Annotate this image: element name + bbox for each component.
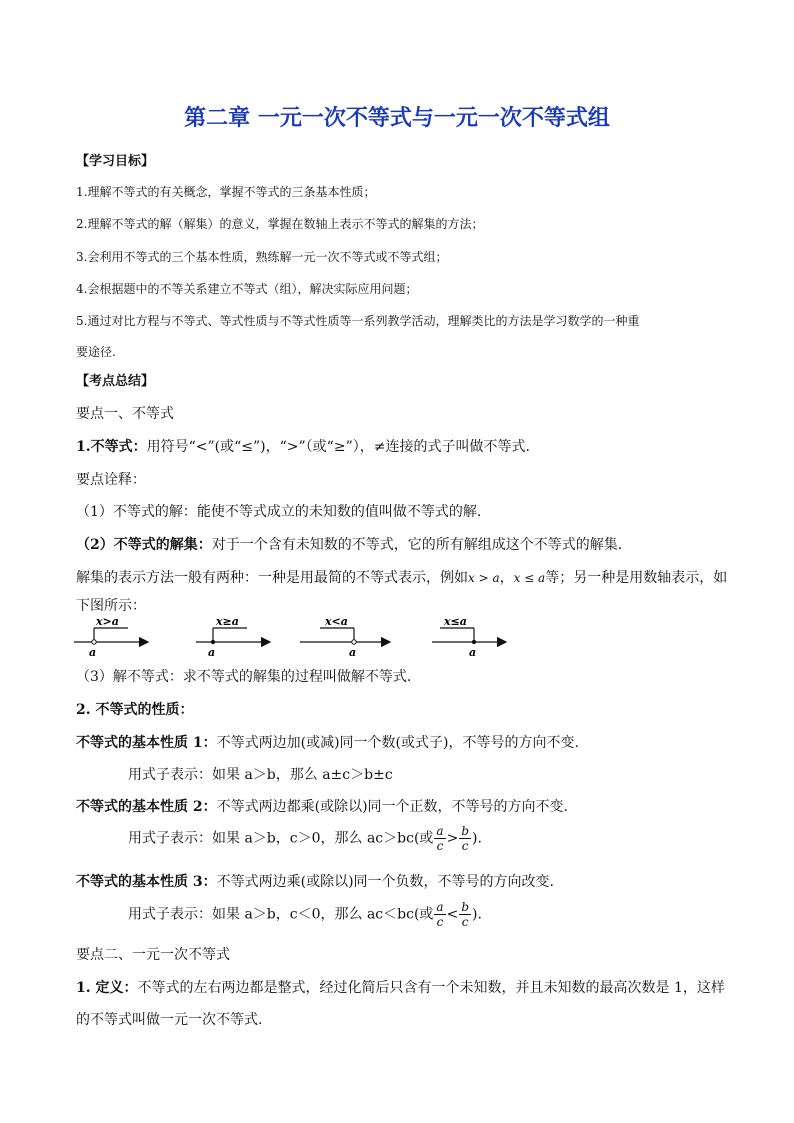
solution-text: 能使不等式成立的未知数的值叫做不等式的解. [196, 504, 482, 520]
fraction-a-over-c: $\frac{a}{c}$ [436, 824, 444, 853]
number-line-3-label: x<a [325, 615, 348, 628]
objective-item-2: 2.理解不等式的解（解集）的意义，掌握在数轴上表示不等式的解集的方法； [76, 217, 484, 231]
number-line-2-point-label: a [208, 646, 216, 659]
page-title: 第二章 一元一次不等式与一元一次不等式组 [184, 106, 610, 131]
property-3-formula [128, 900, 482, 929]
property-2-text: 不等式两边都乘(或除以)同一个正数，不等号的方向不变. [216, 799, 568, 815]
number-line-3 [300, 615, 390, 659]
objective-item-3: 3.会利用不等式的三个基本性质，熟练解一元一次不等式或不等式组； [76, 250, 448, 264]
fraction-b-over-c: $\frac{b}{c}$ [461, 900, 469, 929]
property-3-formula-end: ). [472, 906, 482, 923]
property-2-formula-text: 用式子表示：如果 a＞b，c＞0，那么 ac＞bc(或 [128, 830, 434, 847]
definition-label: 1.不等式： [76, 439, 147, 455]
number-line-2 [196, 615, 270, 659]
solve-inequality-label: （3）解不等式： [76, 669, 183, 685]
number-line-4 [432, 615, 506, 659]
property-2-formula-end: ). [472, 830, 482, 847]
property-1-text: 不等式两边加(或减)同一个数(或式子)，不等号的方向不变. [216, 735, 579, 751]
solution-set-definition [76, 534, 622, 554]
property-1-label: 不等式的基本性质 1： [76, 735, 217, 751]
number-line-1-label: x>a [96, 615, 119, 628]
objective-item-4: 4.会根据题中的不等关系建立不等式（组），解决实际应用问题； [76, 282, 418, 296]
greater-than-sign: > [446, 830, 459, 847]
number-line-4-point-label: a [469, 646, 477, 659]
number-line-1 [74, 615, 148, 659]
number-line-2-label: x≥a [216, 615, 239, 628]
linear-definition-text: 不等式的左右两边都是整式，经过化简后只含有一个未知数，并且未知数的最高次数是 1，这样 [137, 980, 725, 996]
property-1-formula: 用式子表示：如果 a＞b，那么 a±c＞b±c [128, 767, 393, 783]
representation-text-a: 解集的表示方法一般有两种：一种是用最简的不等式表示，例如 [76, 570, 468, 586]
number-line-figures [70, 610, 520, 662]
property-2-formula [128, 824, 482, 853]
representation-example-2: x ≤ a [513, 571, 546, 585]
summary-heading: 【考点总结】 [76, 374, 155, 389]
solution-label: （1）不等式的解： [76, 504, 197, 520]
objective-item-5: 5.通过对比方程与不等式、等式性质与不等式性质等一系列教学活动，理解类比的方法是学习数学的一种重 [76, 314, 640, 328]
number-line-3-point-label: a [349, 646, 357, 659]
property-3-formula-text: 用式子表示：如果 a＞b，c＜0，那么 ac＜bc(或 [128, 906, 434, 923]
property-3 [76, 871, 554, 891]
point1-heading: 要点一、不等式 [76, 406, 174, 422]
objectives-heading: 【学习目标】 [76, 154, 155, 169]
representation-separator: ， [499, 570, 514, 586]
definition-text: 用符号“<”(或“≤”)，“>”（或“≥”），≠连接的式子叫做不等式. [146, 439, 530, 455]
representation-example-1: x > a [468, 571, 500, 585]
point3-heading: 要点二、一元一次不等式 [76, 947, 230, 963]
fraction-a-over-c: $\frac{a}{c}$ [436, 900, 444, 929]
fraction-b-over-c: $\frac{b}{c}$ [461, 824, 469, 853]
solution-set-text: 对于一个含有未知数的不等式，它的所有解组成这个不等式的解集. [211, 537, 623, 553]
solve-inequality-text: 求不等式的解集的过程叫做解不等式. [182, 669, 412, 685]
number-line-1-point-label: a [89, 646, 97, 659]
solve-inequality-definition [76, 666, 411, 686]
linear-definition-label: 1. 定义： [76, 980, 138, 996]
property-1 [76, 732, 579, 752]
representation-text-b: 等；另一种是用数轴表示，如 [545, 570, 728, 586]
representation-line [76, 567, 727, 587]
property-2-label: 不等式的基本性质 2： [76, 799, 217, 815]
objective-item-1: 1.理解不等式的有关概念，掌握不等式的三条基本性质； [76, 185, 376, 199]
inequality-definition [76, 436, 530, 456]
property-3-label: 不等式的基本性质 3： [76, 874, 217, 890]
number-line-4-label: x≤a [444, 615, 467, 628]
explain-heading: 要点诠释： [76, 472, 146, 488]
linear-inequality-definition-cont: 的不等式叫做一元一次不等式. [76, 1012, 263, 1028]
point2-heading: 2. 不等式的性质： [76, 702, 194, 718]
solution-definition [76, 501, 481, 521]
property-2 [76, 796, 568, 816]
representation-line-cont: 下图所示： [76, 598, 146, 614]
property-3-text: 不等式两边乘(或除以)同一个负数，不等号的方向改变. [216, 874, 554, 890]
less-than-sign: < [446, 906, 459, 923]
solution-set-label: （2）不等式的解集： [76, 537, 212, 553]
linear-inequality-definition [76, 977, 725, 997]
objective-item-5-cont: 要途径. [76, 345, 116, 359]
